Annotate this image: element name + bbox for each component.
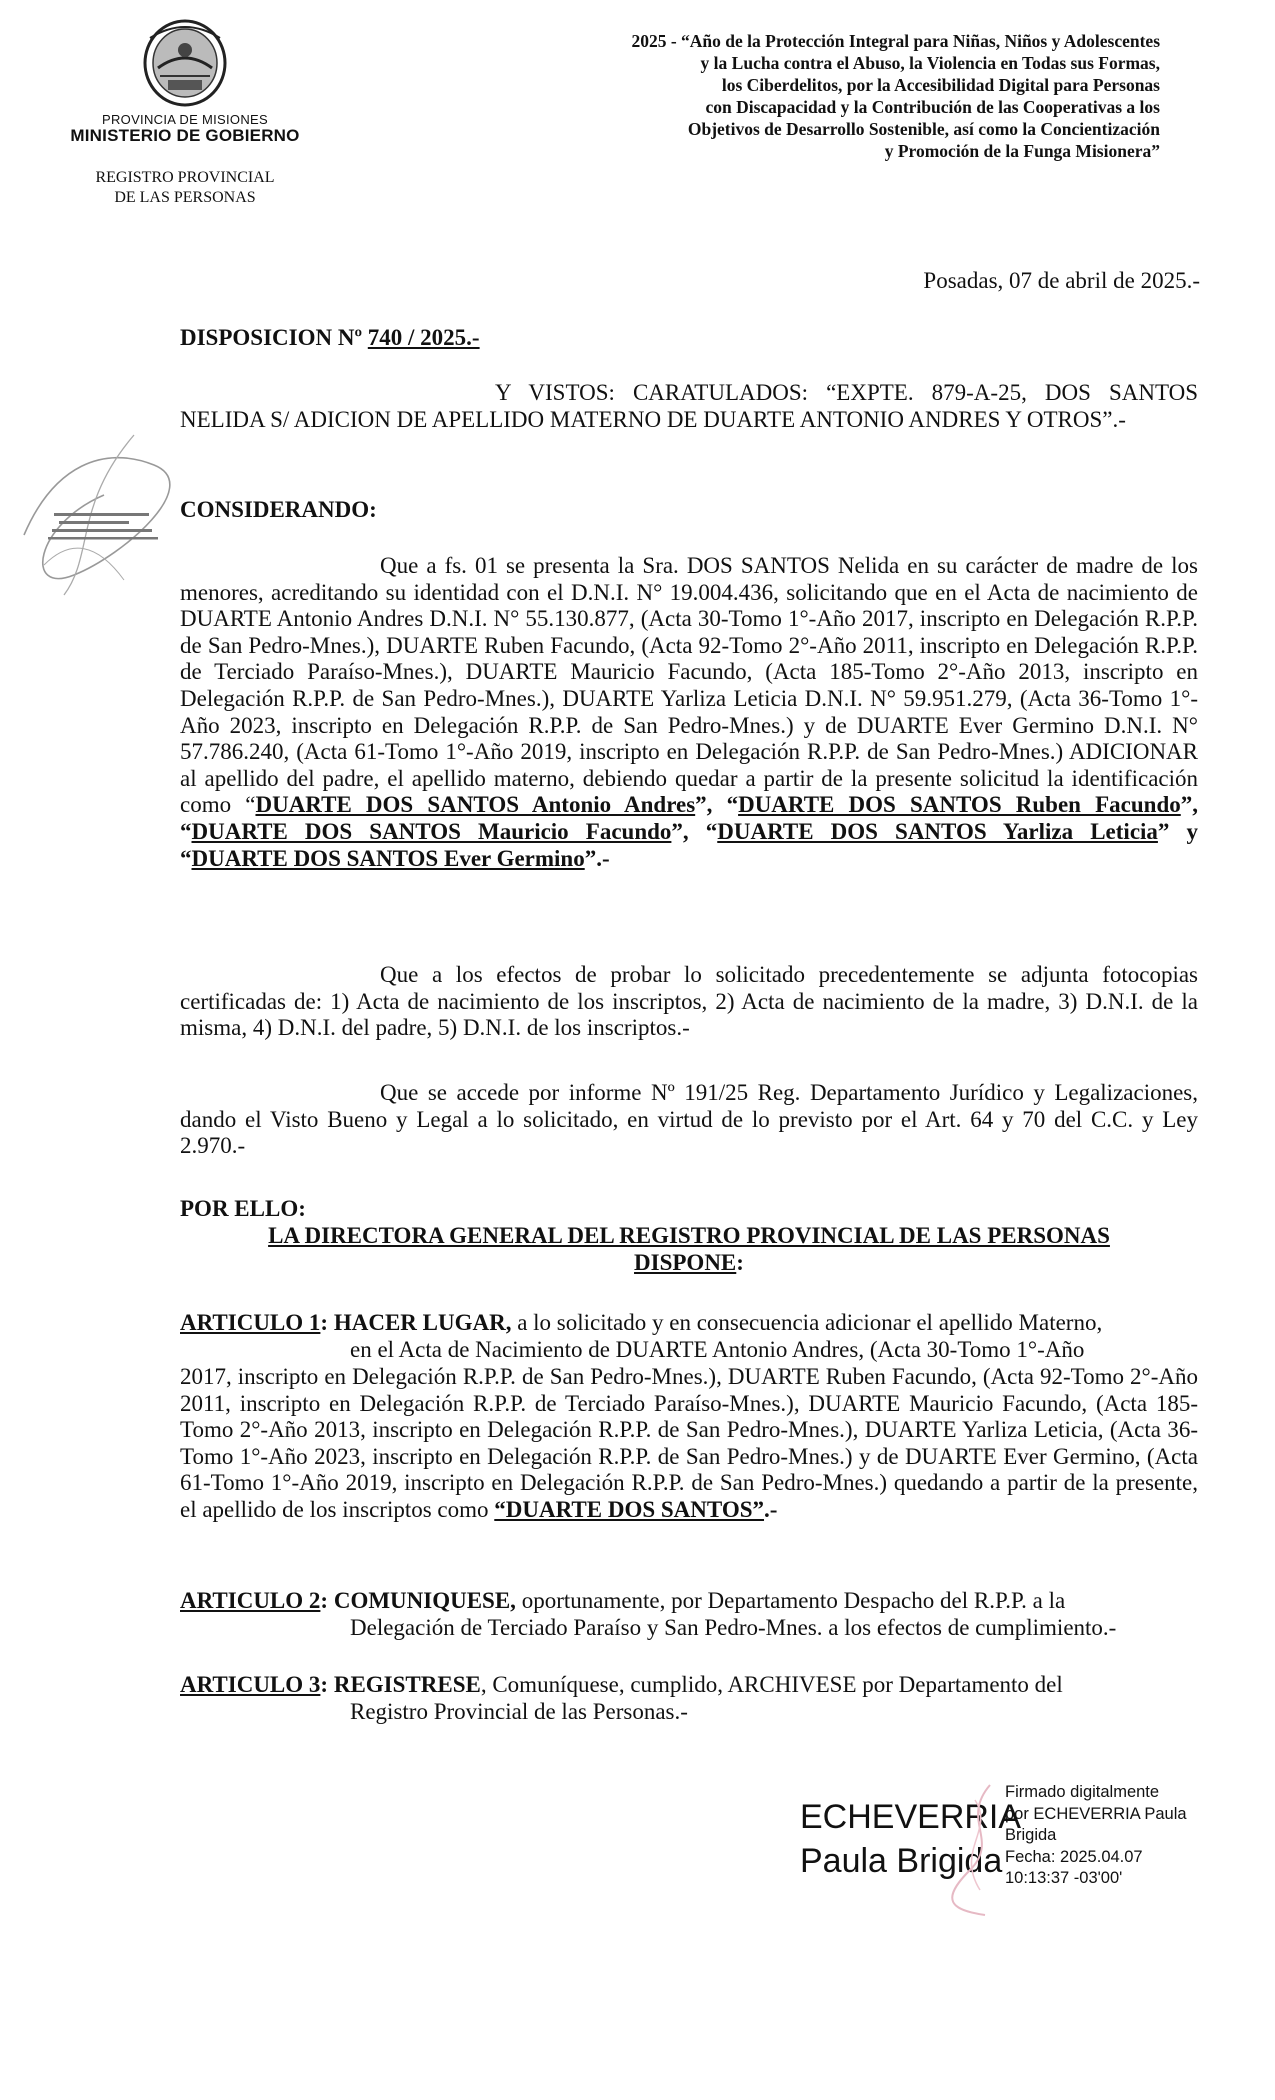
article-1-keyword: HACER LUGAR, [333,1310,512,1335]
motto-line: con Discapacidad y la Contribución de las Cooperativas a los [705,97,1160,117]
province-name: PROVINCIA DE MISIONES [102,112,268,127]
signature-info-line: Firmado digitalmente [1005,1783,1160,1801]
motto-line: y Promoción de la Funga Misionera” [884,141,1160,161]
article-1-label: ARTICULO 1 [180,1310,321,1335]
motto-line: los Ciberdelitos, por la Accesibilidad Digital para Personas [721,75,1160,95]
legal-advisor-stamp-icon [14,405,204,615]
signature-info-line: por ECHEVERRIA Paula [1005,1804,1187,1823]
p1-text: Que a fs. 01 se presenta la Sra. DOS SANTOS Nelida en su carácter de madre de los menores, acreditando su identidad con el D.N.I. N° 19.004.436, solicitando que en el Acta de nacimiento de DUARTE Antonio Andres D.N.I. N° 55.130.877, (Acta 30-Tomo 1°-Año 2017, inscripto en Delegación R.P.P. de San Pedro-Mnes.), DUARTE Ruben Facundo, (Acta 92-Tomo 2°-Año 2011, inscripto en Delegación R.P.P. de Terciado Paraíso-Mnes.), DUARTE Mauricio Facundo, (Acta 185-Tomo 2°-Año 2013, inscripto en Delegación R.P.P. de San Pedro-Mnes.), DUARTE Yarliza Leticia D.N.I. N° 59.951.279, (Acta 36-Tomo 1°-Año 2023, inscripto en Delegación R.P.P. de San Pedro-Mnes.) y de DUARTE Ever Germino D.N.I. N° 57.786.240, (Acta 61-Tomo 1°-Año 2019, inscripto en Delegación R.P.P. de San Pedro-Mnes.) ADICIONAR al apellido del padre, el apellido materno, debiendo quedar a partir de la presente solicitud la identificación como “ [180,553,1198,818]
signature-info-line: Brigida [1005,1826,1057,1844]
year-motto [450,30,1160,162]
por-ello-heading: POR ELLO: [180,1196,306,1221]
signer-given-names: Paula Brigida [800,1842,1003,1880]
registry-line-2: DE LAS PERSONAS [114,189,256,206]
considerando-paragraph-2: Que a los efectos de probar lo solicitado precedentemente se adjunta fotocopias certificadas de: 1) Acta de nacimiento de los inscriptos, 2) Acta de nacimiento de la madre, 3) D.N.I. de la misma, 4) D.N.I. del padre, 5) D.N.I. de los inscriptos.- [180,962,1198,1041]
child-name-4: DUARTE DOS SANTOS Yarliza Leticia [717,818,1158,844]
article-1-surname: “DUARTE DOS SANTOS” [494,1496,765,1522]
article-2-line-2: Delegación de Terciado Paraíso y San Pedro-Mnes. a los efectos de cumplimiento.- [350,1615,1117,1640]
p1-sep: ”, “ [695,792,739,818]
provincial-coat-of-arms-icon [140,18,230,108]
vistos-paragraph: Y VISTOS: CARATULADOS: “EXPTE. 879-A-25, DOS SANTOS NELIDA S/ ADICION DE APELLIDO MATERNO DE DUARTE ANTONIO ANDRES Y OTROS”.- [180,380,1198,432]
article-3-line-2: Registro Provincial de las Personas.- [350,1699,688,1724]
article-3-line-1 [180,1672,1198,1699]
p1-sep: ”, “ [671,818,718,844]
p1-end: ”.- [584,845,610,871]
child-name-5: DUARTE DOS SANTOS Ever Germino [191,845,585,871]
motto-line: y la Lucha contra el Abuso, la Violencia en Todas sus Formas, [700,53,1160,73]
directora-heading: LA DIRECTORA GENERAL DEL REGISTRO PROVINCIAL DE LAS PERSONAS [268,1223,1110,1248]
motto-line: 2025 - “Año de la Protección Integral para Niñas, Niños y Adolescentes [631,31,1160,51]
registry-line-1: REGISTRO PROVINCIAL [95,169,275,186]
child-name-2: DUARTE DOS SANTOS Ruben Facundo [738,792,1181,818]
article-2-label: ARTICULO 2 [180,1588,321,1613]
disposition-title [180,325,480,351]
article-1-colon: : [320,1310,334,1335]
disposition-number: 740 / 2025.- [367,325,480,350]
signature-info-line: 10:13:37 -03'00' [1005,1869,1123,1887]
dispone-heading [180,1250,1198,1277]
considerando-paragraph-3: Que se accede por informe Nº 191/25 Reg. Departamento Jurídico y Legalizaciones, dando el Visto Bueno y Legal a lo solicitado, en virtud de lo previsto por el Art. 64 y 70 del C.C. y Ley 2.970.- [180,1080,1198,1159]
article-1-line-1 [180,1310,1198,1337]
motto-line: Objetivos de Desarrollo Sostenible, así como la Concientización [687,119,1160,139]
article-2-line-1 [180,1588,1198,1615]
ministry-name: MINISTERIO DE GOBIERNO [70,126,300,145]
article-2-text: oportunamente, por Departamento Despacho del R.P.P. a la [515,1588,1066,1613]
p1-sep: ” y “ [180,818,1199,871]
signature-scribble-icon [940,1780,1010,1920]
considerando-heading: CONSIDERANDO: [180,497,377,522]
article-3-colon: : [320,1672,334,1697]
signature-info-line: Fecha: 2025.04.07 [1005,1847,1143,1866]
article-1-end: .- [764,1496,778,1522]
child-name-3: DUARTE DOS SANTOS Mauricio Facundo [191,818,672,844]
registry-name [60,168,310,208]
article-3-keyword: REGISTRESE [333,1672,481,1697]
signer-surname: ECHEVERRIA [800,1798,1022,1836]
article-3-text: , Comuníquese, cumplido, ARCHIVESE por Departamento del [480,1672,1063,1697]
article-2-keyword: COMUNIQUESE, [333,1588,516,1613]
article-1-line-2: en el Acta de Nacimiento de DUARTE Antonio Andres, (Acta 30-Tomo 1°-Año [350,1337,1085,1362]
article-3-label: ARTICULO 3 [180,1672,321,1697]
article-1-body [180,1364,1198,1524]
considerando-paragraph-1 [180,553,1198,872]
disposition-label: DISPOSICION Nº [180,325,368,350]
dispone-word: DISPONE [634,1250,737,1275]
child-name-1: DUARTE DOS SANTOS Antonio Andres [255,792,696,818]
article-1-rest: 2017, inscripto en Delegación R.P.P. de San Pedro-Mnes.), DUARTE Ruben Facundo, (Acta 92-Tomo 2°-Año 2011, inscripto en Delegación R.P.P. de Terciado Paraíso-Mnes.), DUARTE Mauricio Facundo, (Acta 185-Tomo 2°-Año 2013, inscripto en Delegación R.P.P. de San Pedro-Mnes.), DUARTE Yarliza Leticia, (Acta 36-Tomo 1°-Año 2023, inscripto en Delegación R.P.P. de San Pedro-Mnes.) y de DUARTE Ever Germino, (Acta 61-Tomo 1°-Año 2019, inscripto en Delegación R.P.P. de San Pedro-Mnes.) quedando a partir de la presente, el apellido de los inscriptos como [180,1364,1198,1522]
digital-signature-info [1005,1782,1245,1890]
document-date: Posadas, 07 de abril de 2025.- [923,268,1200,293]
dispone-colon: : [736,1250,744,1275]
p1-sep: ”, “ [180,792,1198,844]
article-1-text: a lo solicitado y en consecuencia adicionar el apellido Materno, [511,1310,1103,1335]
article-2-colon: : [320,1588,334,1613]
